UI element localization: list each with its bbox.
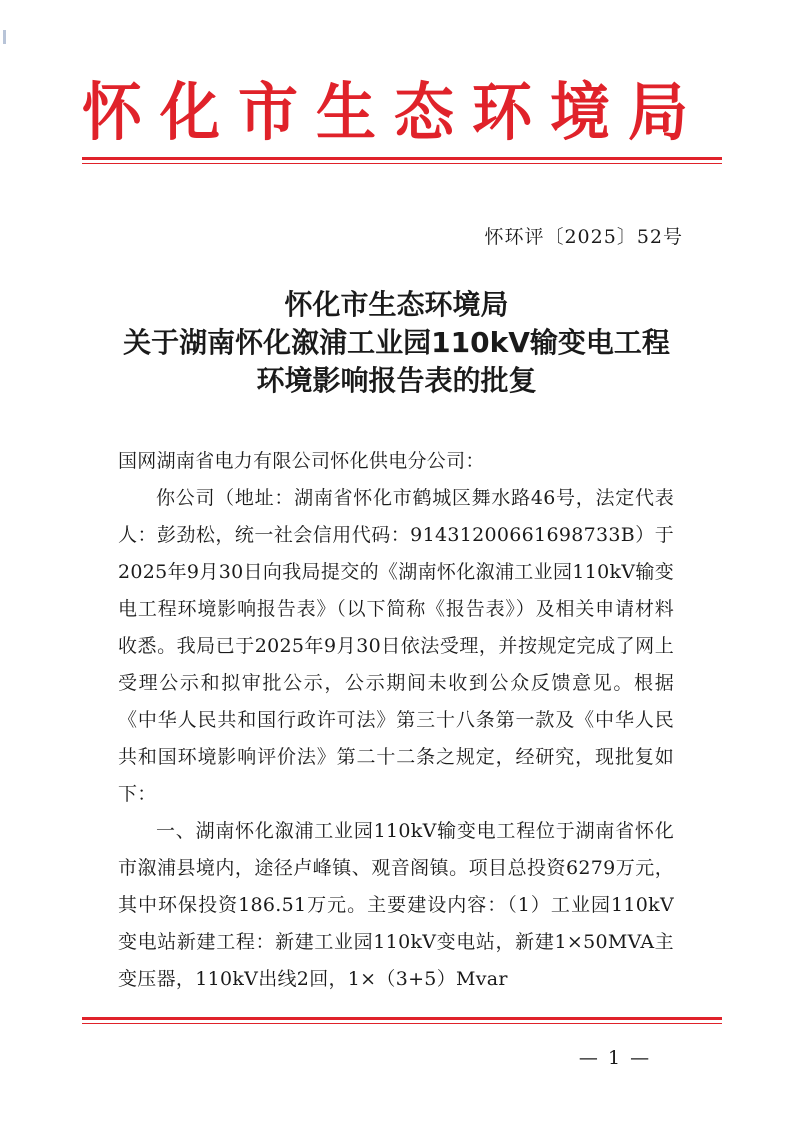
document-body <box>118 443 674 998</box>
body-paragraph-2: 一、湖南怀化溆浦工业园110kV输变电工程位于湖南省怀化市溆浦县境内，途径卢峰镇、观音阁镇。项目总投资6279万元，其中环保投资186.51万元。主要建设内容：（1）工业园110kV变电站新建工程：新建工业园110kV变电站，新建1×50MVA主变压器，110kV出线2回，1×（3+5）Mvar <box>118 820 674 990</box>
title-line-3: 环境影响报告表的批复 <box>256 364 537 397</box>
body-paragraph-1: 你公司（地址：湖南省怀化市鹤城区舞水路46号，法定代表人：彭劲松，统一社会信用代码：91431200661698733B）于2025年9月30日向我局提交的《湖南怀化溆浦工业园110kV输变电工程环境影响报告表》（以下简称《报告表》）及相关申请材料收悉。我局已于2025年9月30日依法受理，并按规定完成了网上受理公示和拟审批公示，公示期间未收到公众反馈意见。根据《中华人民共和国行政许可法》第三十八条第一款及《中华人民共和国环境影响评价法》第二十二条之规定，经研究，现批复如下： <box>118 487 674 805</box>
letterhead-red-rule-thin <box>82 163 722 164</box>
title-line-1: 怀化市生态环境局 <box>284 288 509 321</box>
scan-mark <box>3 30 6 44</box>
footer-red-rule-thin <box>82 1023 722 1024</box>
document-title <box>60 286 733 400</box>
letterhead-red-rule-thick <box>82 157 722 160</box>
recipient-line: 国网湖南省电力有限公司怀化供电分公司： <box>118 450 485 472</box>
footer-red-rule-thick <box>82 1017 722 1020</box>
letterhead-title: 怀化市生态环境局 <box>82 76 706 150</box>
page-number: — 1 — <box>578 1047 652 1069</box>
document-number: 怀环评〔2025〕52号 <box>484 226 683 248</box>
title-line-2: 关于湖南怀化溆浦工业园110kV输变电工程 <box>123 326 670 359</box>
